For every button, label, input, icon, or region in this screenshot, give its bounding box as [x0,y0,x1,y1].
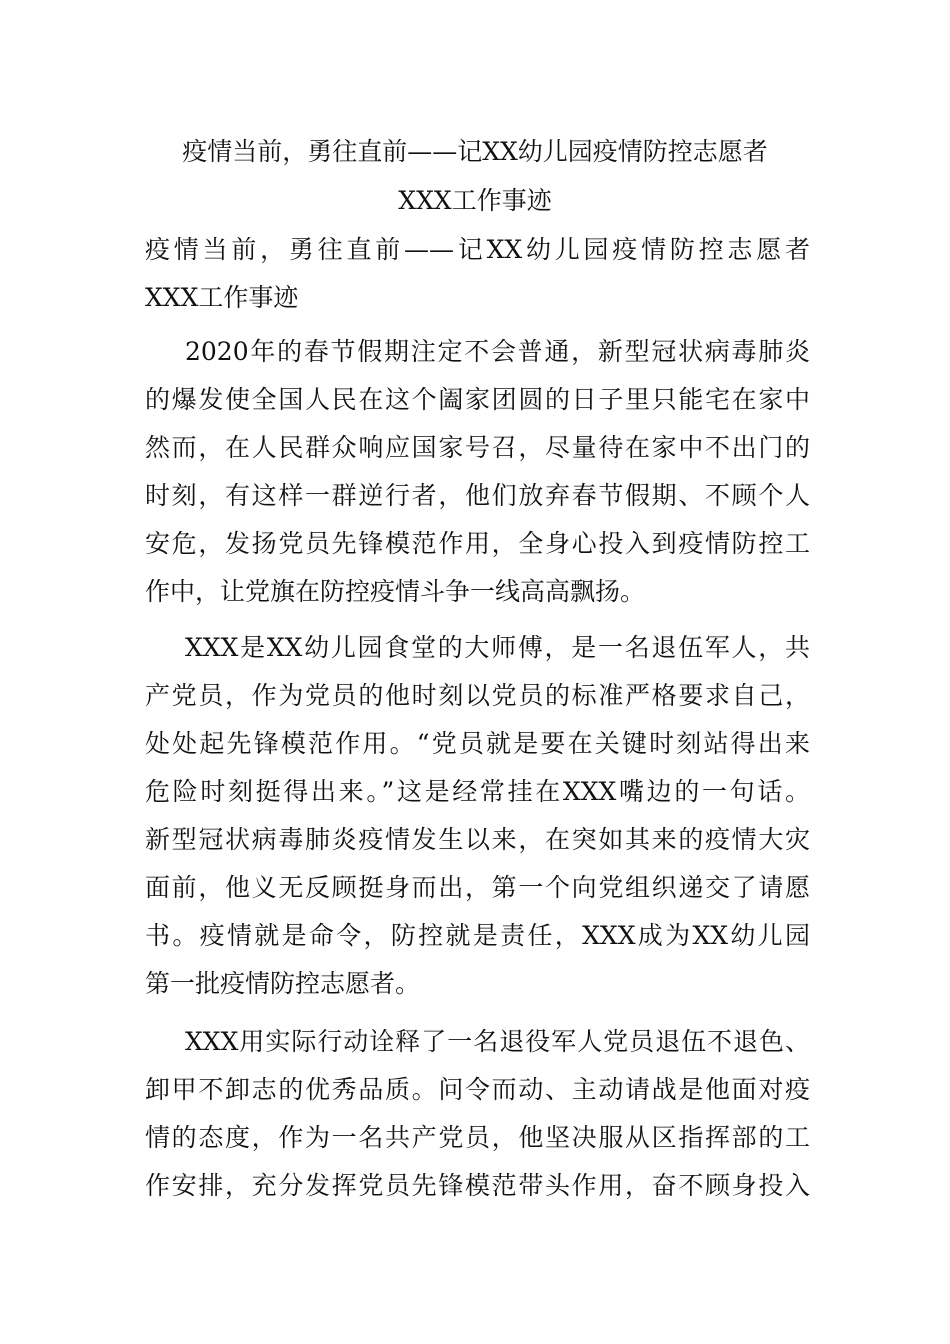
document-heading [145,226,810,322]
paragraph-3-line-3: 情的态度，作为一名共产党员，他坚决服从区指挥部的工 [145,1123,810,1152]
paragraph-2-line-5: 新型冠状病毒肺炎疫情发生以来，在突如其来的疫情大灾 [145,825,810,854]
paragraph-3 [145,1018,810,1210]
paragraph-1 [145,328,810,616]
paragraph-2-line-4: 危险时刻挺得出来。”这是经常挂在XXX嘴边的一句话。 [145,777,810,806]
heading-line-2: XXX工作事迹 [145,283,299,312]
paragraph-2-line-1: XXX是XX幼儿园食堂的大师傅，是一名退伍军人，共 [185,633,810,662]
paragraph-3-line-2: 卸甲不卸志的优秀品质。问令而动、主动请战是他面对疫 [145,1075,810,1104]
paragraph-1-line-6: 作中，让党旗在防控疫情斗争一线高高飘扬。 [145,577,646,606]
paragraph-1-line-2: 的爆发使全国人民在这个阖家团圆的日子里只能宅在家中 [145,385,810,414]
paragraph-3-line-4: 作安排，充分发挥党员先锋模范带头作用，奋不顾身投入 [145,1171,810,1200]
document-title-line-2: XXX工作事迹 [398,186,552,215]
paragraph-1-line-5: 安危，发扬党员先锋模范作用，全身心投入到疫情防控工 [145,529,810,558]
paragraph-1-line-1: 2020年的春节假期注定不会普通，新型冠状病毒肺炎 [185,337,810,366]
paragraph-2 [145,624,810,1008]
paragraph-1-line-4: 时刻，有这样一群逆行者，他们放弃春节假期、不顾个人 [145,481,810,510]
paragraph-1-line-3: 然而，在人民群众响应国家号召，尽量待在家中不出门的 [145,433,810,462]
paragraph-2-line-7: 书。疫情就是命令，防控就是责任，XXX成为XX幼儿园 [145,921,810,950]
paragraph-2-line-2: 产党员，作为党员的他时刻以党员的标准严格要求自己， [145,681,810,710]
paragraph-2-line-6: 面前，他义无反顾挺身而出，第一个向党组织递交了请愿 [145,873,810,902]
paragraph-2-line-3: 处处起先锋模范作用。“党员就是要在关键时刻站得出来 [145,729,810,758]
paragraph-2-line-8: 第一批疫情防控志愿者。 [145,969,421,998]
document-title-line-1: 疫情当前，勇往直前——记XX幼儿园疫情防控志愿者 [182,137,768,166]
heading-line-1: 疫情当前，勇往直前——记XX幼儿园疫情防控志愿者 [145,235,810,264]
paragraph-3-line-1: XXX用实际行动诠释了一名退役军人党员退伍不退色、 [185,1027,810,1056]
